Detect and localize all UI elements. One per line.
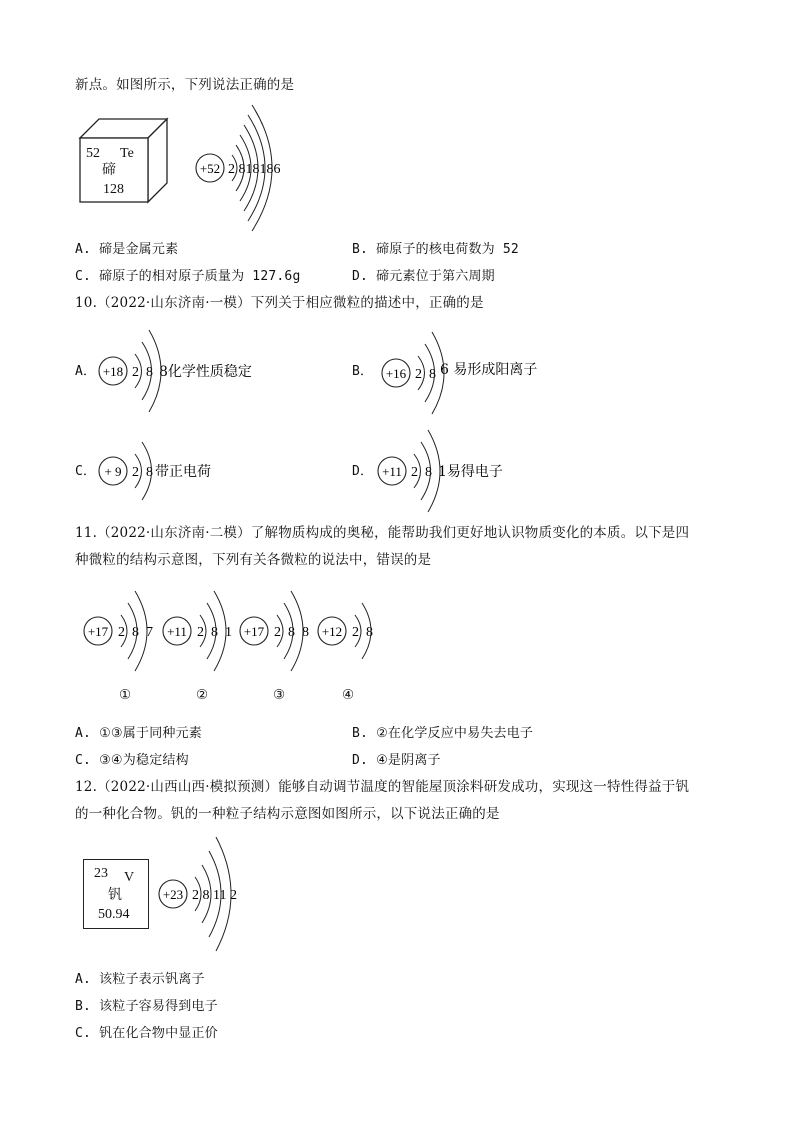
q10-option-c-letter: C． xyxy=(75,464,97,479)
q12-option-a: A. 该粒子表示钒离子 xyxy=(75,972,205,987)
tellurium-atom-structure xyxy=(192,95,302,235)
svg-text:2 8: 2 8 xyxy=(352,625,373,640)
particle-3-label: ③ xyxy=(273,687,286,703)
svg-text:+17: +17 xyxy=(243,624,265,639)
nucleus-label: +52 xyxy=(199,161,221,176)
svg-text:+11: +11 xyxy=(382,464,402,479)
q10-option-a-letter: A． xyxy=(75,364,97,379)
q11-option-a: A. ①③属于同种元素 xyxy=(75,726,202,741)
q11-option-c: C. ③④为稳定结构 xyxy=(75,753,189,768)
q10-option-d-letter: D． xyxy=(352,464,374,479)
svg-text:1易得电子: 1易得电子 xyxy=(438,464,503,480)
element-number: 52 xyxy=(86,146,100,161)
q12-option-c: C. 钒在化合物中显正价 xyxy=(75,1026,218,1041)
svg-text:6 易形成阳离子: 6 易形成阳离子 xyxy=(440,362,538,378)
q10-stem: 10.（2022·山东济南·一模）下列关于相应微粒的描述中，正确的是 xyxy=(75,295,484,311)
svg-text:+23: +23 xyxy=(162,887,184,902)
element-mass: 50.94 xyxy=(98,907,130,922)
q11-option-b: B. ②在化学反应中易失去电子 xyxy=(352,726,534,741)
q12-stem-line1: 12.（2022·山西山西·模拟预测）能够自动调节温度的智能屋顶涂料研发成功，实现这一特性得益于钒 xyxy=(75,779,690,795)
svg-text:2 8: 2 8 xyxy=(415,367,436,382)
particle-2-label: ② xyxy=(196,687,209,703)
tellurium-element-cube xyxy=(80,117,170,205)
svg-text:2 8 7: 2 8 7 xyxy=(118,625,153,640)
svg-text:+16: +16 xyxy=(385,366,407,381)
vanadium-structure xyxy=(156,833,266,958)
element-name: 钒 xyxy=(108,887,122,903)
q9-option-b: B. 碲原子的核电荷数为 52 xyxy=(352,242,519,257)
particle-3-structure xyxy=(238,588,328,678)
element-mass: 128 xyxy=(103,182,124,197)
svg-text:带正电荷: 带正电荷 xyxy=(155,464,211,480)
svg-text:+18: +18 xyxy=(102,364,124,379)
svg-text:+ 9: + 9 xyxy=(104,464,122,479)
svg-text:+17: +17 xyxy=(87,624,109,639)
shell-electrons: 2 818186 xyxy=(228,162,281,177)
q9-option-c: C. 碲原子的相对原子质量为 127.6g xyxy=(75,269,301,284)
q12-option-b: B. 该粒子容易得到电子 xyxy=(75,999,218,1014)
intro-text: 新点。如图所示，下列说法正确的是 xyxy=(75,77,295,93)
q12-stem-line2: 的一种化合物。钒的一种粒子结构示意图如图所示，以下说法正确的是 xyxy=(75,806,500,822)
argon-structure xyxy=(95,325,325,415)
q10-option-b-letter: B． xyxy=(352,364,374,379)
svg-text:+12: +12 xyxy=(321,624,343,639)
element-symbol: V xyxy=(124,870,135,885)
particle-4-label: ④ xyxy=(342,687,355,703)
element-symbol: Te xyxy=(120,146,134,161)
svg-text:+11: +11 xyxy=(167,624,187,639)
svg-text:2 8: 2 8 xyxy=(411,465,432,480)
svg-text:2 8 11 2: 2 8 11 2 xyxy=(192,888,237,903)
svg-text:2 8 8: 2 8 8 xyxy=(274,625,309,640)
fluorine-structure xyxy=(95,425,325,515)
particle-4-structure xyxy=(316,588,406,678)
svg-text:8化学性质稳定: 8化学性质稳定 xyxy=(159,364,252,380)
q9-option-a: A. 碲是金属元素 xyxy=(75,242,179,257)
particle-1-label: ① xyxy=(119,687,132,703)
q11-stem-line1: 11.（2022·山东济南·二模）了解物质构成的奥秘，能帮助我们更好地认识物质变化的本质。以下是四 xyxy=(75,525,690,541)
q11-stem-line2: 种微粒的结构示意图，下列有关各微粒的说法中，错误的是 xyxy=(75,552,432,568)
svg-text:2 8: 2 8 xyxy=(132,365,153,380)
element-number: 23 xyxy=(94,866,108,881)
svg-text:2 8: 2 8 xyxy=(132,465,153,480)
svg-text:2 8 1: 2 8 1 xyxy=(197,625,232,640)
sulfur-structure xyxy=(378,325,608,415)
particle-1-structure xyxy=(82,588,172,678)
q9-option-d: D. 碲元素位于第六周期 xyxy=(352,269,495,284)
sodium-structure xyxy=(374,425,604,515)
q11-option-d: D. ④是阴离子 xyxy=(352,753,441,768)
element-name: 碲 xyxy=(102,162,116,178)
